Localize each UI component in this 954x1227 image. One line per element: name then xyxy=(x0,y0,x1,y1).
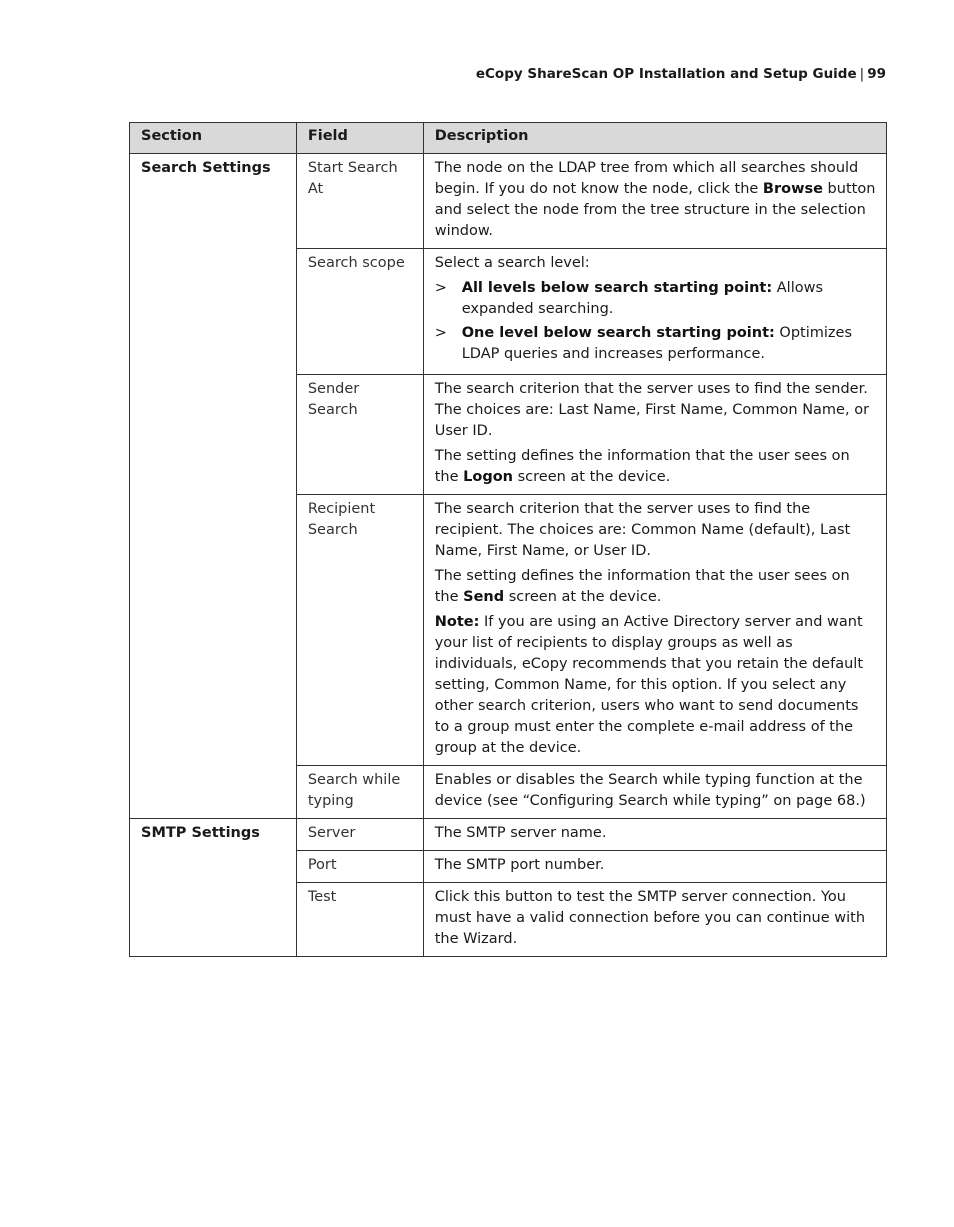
description-search-scope xyxy=(423,249,886,375)
description-test: Click this button to test the SMTP server connection. You must have a valid connection before you can continue with the Wizard. xyxy=(423,883,886,957)
search-scope-intro: Select a search level: xyxy=(434,255,590,271)
description-recipient-search: The search criterion that the server uses to find the recipient. The choices are: Common Name (default), Last Name, First Name, or User ID. The setting defines the information that the user sees on the Send screen at the device. Note: If you are using an Active Directory server and want your list of recipients to display groups as well as individuals, eCopy recommends that you retain the default setting, Common Name, for this option. If you select any other search criterion, users who want to send documents to a group must enter the complete e-mail address of the group at the device. xyxy=(423,495,886,766)
column-header-field: Field xyxy=(296,123,423,154)
list-item: > One level below search starting point: Optimizes LDAP queries and increases performance. xyxy=(434,325,853,362)
field-search-while-typing: Search while typing xyxy=(296,766,423,819)
description-search-while-typing: Enables or disables the Search while typing function at the device (see “Configuring Search while typing” on page 68.) xyxy=(423,766,886,819)
column-header-description: Description xyxy=(423,123,886,154)
document-title: eCopy ShareScan OP Installation and Setup Guide xyxy=(475,66,857,82)
description-start-search-at: The node on the LDAP tree from which all searches should begin. If you do not know the node, click the Browse button and select the node from the tree structure in the selection window. xyxy=(423,154,886,249)
section-smtp-settings: SMTP Settings xyxy=(130,819,297,957)
field-server: Server xyxy=(296,819,423,851)
note: Note: If you are using an Active Directory server and want your list of recipients to display groups as well as individuals, eCopy recommends that you retain the default setting, Common Name, for this option. If you select any other search criterion, users who want to send documents to a group must enter the complete e-mail address of the group at the device. xyxy=(434,614,863,756)
table-row xyxy=(130,819,887,851)
description-server: The SMTP server name. xyxy=(423,819,886,851)
field-sender-search: Sender Search xyxy=(296,375,423,495)
description-port: The SMTP port number. xyxy=(423,851,886,883)
table-row xyxy=(130,154,887,249)
list-item: > All levels below search starting point: Allows expanded searching. xyxy=(434,280,824,317)
bullet-arrow-icon: > xyxy=(434,325,447,341)
table-header-row xyxy=(130,123,887,154)
settings-table xyxy=(129,122,887,957)
column-header-section: Section xyxy=(130,123,297,154)
field-recipient-search: Recipient Search xyxy=(296,495,423,766)
field-search-scope: Search scope xyxy=(296,249,423,375)
browse-term: Browse xyxy=(762,181,823,197)
field-test: Test xyxy=(296,883,423,957)
page-header xyxy=(476,66,886,82)
field-port: Port xyxy=(296,851,423,883)
header-separator: | xyxy=(859,66,865,82)
section-search-settings: Search Settings xyxy=(130,154,297,819)
bullet-arrow-icon: > xyxy=(434,280,447,296)
field-start-search-at: Start Search At xyxy=(296,154,423,249)
page-number: 99 xyxy=(867,66,886,82)
description-sender-search: The search criterion that the server uses to find the sender. The choices are: Last Name, First Name, Common Name, or User ID. The setting defines the information that the user sees on the Logon screen at the device. xyxy=(423,375,886,495)
